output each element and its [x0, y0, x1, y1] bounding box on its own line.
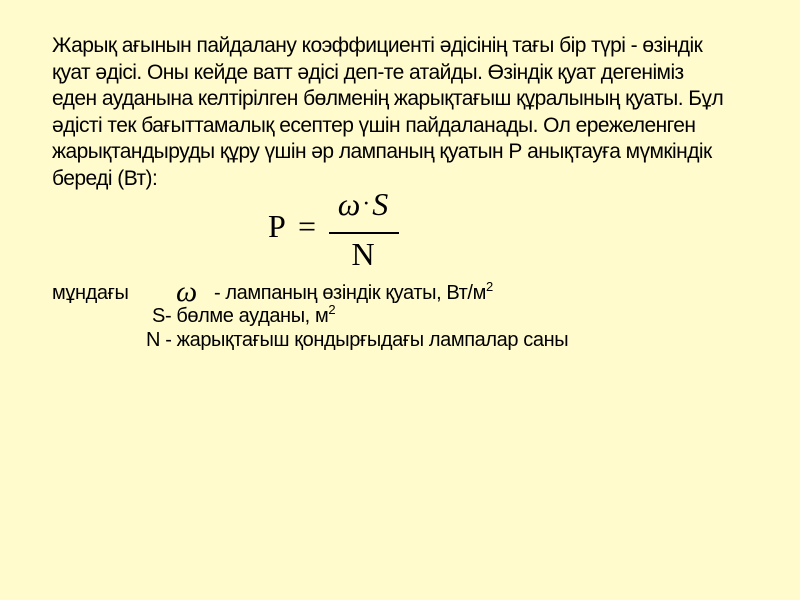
omega-unit-superscript: 2 [485, 279, 493, 294]
s-definition-text: S- бөлме ауданы, м [152, 305, 329, 327]
formula-omega: ω [337, 186, 361, 222]
formula-numerator [328, 186, 398, 223]
paragraph-line: қуат әдісі. Оны кейде ватт әдісі деп-те атайды. Өзіндік қуат дегеніміз [52, 60, 684, 84]
paragraph-line: береді (Вт): [52, 166, 158, 190]
formula-denominator: N [351, 236, 375, 272]
definition-n [146, 329, 568, 352]
formula-lhs: P [268, 208, 286, 244]
paragraph-line: Жарық ағынын пайдалану коэффициенті әдісінің тағы бір түрі - өзіндік [52, 34, 703, 57]
omega-definition-text: - лампаның өзіндік қуаты, Вт/м [214, 282, 486, 304]
paragraph-line: жарықтандыруды құру үшін әр лампаның қуатын Р анықтауға мүмкіндік [52, 140, 712, 163]
definition-s [152, 302, 335, 328]
formula-dot: · [362, 191, 371, 217]
definitions-lead: мұндағы [52, 282, 129, 304]
s-unit-superscript: 2 [328, 302, 336, 317]
formula-equals: = [298, 208, 317, 244]
omega-symbol: ω [176, 275, 197, 308]
fraction-bar [329, 232, 399, 234]
paragraph-line: еден ауданына келтірілген бөлменің жарықтағыш құралының қуаты. Бұл [52, 87, 724, 110]
paragraph-line: әдісті тек бағыттамалық есептер үшін пайдаланады. Ол ережеленген [52, 113, 696, 137]
formula-s: S [372, 186, 389, 222]
power-formula [268, 186, 408, 280]
body-paragraph [52, 33, 772, 192]
n-definition-text: N - жарықтағыш қондырғыдағы лампалар саны [146, 329, 569, 351]
